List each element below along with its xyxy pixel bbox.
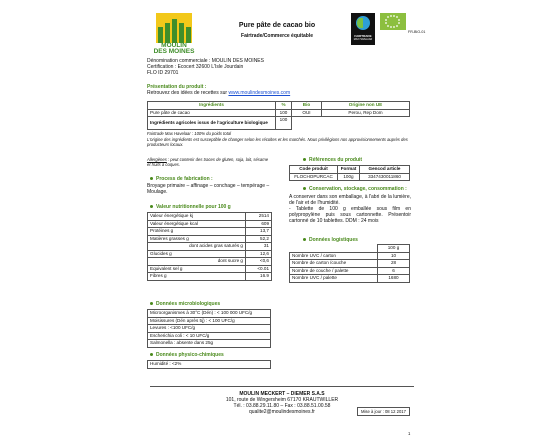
info-block (147, 58, 397, 76)
table-row (290, 267, 410, 275)
references-header-gencod: Gencod article (360, 166, 410, 174)
table-row (148, 332, 271, 340)
ingredient-name: Pure pâte de cacao (148, 109, 276, 117)
logistics-label: Nombre de carton /couche (290, 260, 378, 268)
ingredient-origin: Perou, Rep Dom (322, 109, 410, 117)
website-link[interactable]: www.moulindesmoines.com (228, 90, 291, 96)
product-gencod: 3347430011860 (360, 173, 410, 181)
conservation-text1: A conserver dans son emballage, à l'abri de la lumière, de l'air et de l'humidité. (289, 194, 411, 206)
table-row (290, 275, 410, 283)
fairtrade-leaf-icon (357, 18, 363, 28)
nutrition-label: dont acides gras saturés g (148, 243, 246, 251)
logistics-table (289, 244, 410, 283)
table-row (148, 265, 272, 273)
nutrition-value: <0.01 (246, 265, 272, 273)
micro-cell: Escherichia coli : < 10 UFC/g (148, 332, 271, 340)
logo-bar (158, 27, 163, 43)
ingredient-bio: OUI (292, 109, 322, 117)
footer-address-block (217, 391, 347, 415)
nutrition-table-body (148, 213, 272, 281)
ingredients-header-pct: % (276, 102, 292, 110)
bullet-icon (150, 353, 153, 356)
references-header-format: Format (338, 166, 360, 174)
nutrition-title-label: Valeur nutritionnelle pour 100 g (156, 204, 231, 210)
product-format: 100g (338, 173, 360, 181)
footer-phone: Tél. : 03.88.29.11.80 – Fax : 03.88.51.00.58 (233, 403, 331, 409)
ingredients-header-origin: Origine non UE (322, 102, 410, 110)
table-row (148, 213, 272, 221)
ingredient-origin (322, 117, 410, 130)
allergens-title: Allergènes (147, 157, 167, 162)
logistics-header-row (290, 245, 410, 253)
logistics-unit: 100 g (378, 245, 410, 253)
logistics-label: Nombre de couche / palette (290, 267, 378, 275)
table-row (148, 340, 271, 348)
physico-table-body (148, 361, 271, 369)
table-row (148, 361, 271, 369)
nutrition-value: 16.9 (246, 273, 272, 281)
nutrition-label: Matières grasses g (148, 235, 246, 243)
nutrition-label: Protéines g (148, 228, 246, 236)
ingredients-header-name: Ingrédients (148, 102, 276, 110)
nutrition-value: 31 (246, 243, 272, 251)
table-row (148, 273, 272, 281)
ingredients-header-bio: Bio (292, 102, 322, 110)
presentation-text (147, 90, 290, 96)
logistics-header-empty (290, 245, 378, 253)
table-row (148, 243, 272, 251)
nutrition-value: 609 (246, 220, 272, 228)
nutrition-label: Glucides g (148, 250, 246, 258)
table-row (148, 109, 410, 117)
logistics-label: Nombre UVC / carton (290, 252, 378, 260)
nutrition-label: Fibres g (148, 273, 246, 281)
physico-title (150, 352, 224, 358)
ingredient-pct: 100 (276, 117, 292, 130)
eu-leaf-icon (380, 13, 406, 30)
micro-cell: Moisissures (Dén après 5j) : < 100 UFC/g (148, 317, 271, 325)
bullet-icon (150, 177, 153, 180)
product-title: Pure pâte de cacao bio (238, 22, 316, 29)
process-title-label: Process de fabrication : (156, 176, 213, 182)
allergens-note (147, 157, 271, 167)
origin-note: L'origine des ingrédients est susceptible de changer selon les récoltes et les marchés. Nous privilégions nos approvisionnements auprès des producteurs locaux. (147, 137, 408, 147)
footer-company: MOULIN MECKERT – DIEMER S.A.S (239, 391, 325, 397)
physico-cell: Humidité : <2% (148, 361, 271, 369)
logistics-value: 1680 (378, 275, 410, 283)
nutrition-value: 2514 (246, 213, 272, 221)
ingredients-table (147, 101, 410, 130)
logistics-table-body (290, 252, 410, 282)
process-text: Broyage primaire – affinage – conchage – tempérage – Moulage. (147, 183, 270, 195)
references-header-row (290, 166, 410, 174)
logistics-value: 28 (378, 260, 410, 268)
bullet-icon (303, 238, 306, 241)
moulin-des-moines-logo (148, 13, 200, 55)
micro-title-label: Données microbiologiques (156, 301, 221, 307)
table-row (148, 258, 272, 266)
product-code: FLOCHOPURCAC (290, 173, 338, 181)
product-subtitle: Fairtrade/Commerce équitable (241, 33, 313, 39)
table-row (148, 220, 272, 228)
table-row (148, 228, 272, 236)
logistics-value: 6 (378, 267, 410, 275)
conservation-text2: - Tablette de 100 g emballée sous film en polypropylène puis sous cartonnette. Présentoir cartonné de 10 tablettes. DDM : 24 mois (289, 206, 411, 224)
conservation-title-label: Conservation, stockage, consommation : (309, 186, 407, 192)
footer-address: 101, route de Wingersheim 67170 KRAUTWILLER (225, 397, 339, 403)
logo-bar (165, 23, 170, 43)
logo-bar (186, 27, 191, 43)
logo-text-line2: DES MOINES (153, 48, 195, 55)
update-date-box: Mise à jour : 08 12 2017 (357, 407, 410, 416)
bullet-icon (150, 302, 153, 305)
nutrition-value: 52,2 (246, 235, 272, 243)
logo-bar (179, 23, 184, 43)
table-row (148, 235, 272, 243)
physico-title-label: Données physico-chimiques (156, 352, 224, 358)
allergens-text: : peut contenir des traces de gluten, soja, lait, sésame et fruits à coques. (147, 157, 269, 167)
references-header-code: Code produit (290, 166, 338, 174)
logistics-label: Nombre UVC / palette (290, 275, 378, 283)
micro-table-body (148, 310, 271, 348)
logistics-title-label: Données logistiques (309, 237, 358, 243)
process-title (150, 176, 213, 182)
nutrition-label: Valeur énergétique kj (148, 213, 246, 221)
table-row (148, 310, 271, 318)
references-table (289, 165, 410, 181)
logistics-title (303, 237, 358, 243)
logistics-value: 10 (378, 252, 410, 260)
denomination: Dénomination commerciale : MOULIN DES MOINES (147, 58, 264, 64)
table-row (148, 317, 271, 325)
ingredients-header-row (148, 102, 410, 110)
table-row (290, 173, 410, 181)
eu-organic-logo (380, 13, 406, 30)
physico-table (147, 360, 271, 369)
ingredient-pct: 100 (276, 109, 292, 117)
fairtrade-logo (351, 13, 375, 45)
fairtrade-note: Fairtrade Max Havelaar : 100% du poids total (147, 131, 232, 136)
micro-table (147, 309, 271, 348)
micro-title (150, 301, 220, 307)
page-number: 1 (408, 431, 411, 436)
micro-cell: Levures : <100 UFC/g (148, 325, 271, 333)
references-title-label: Références du produit (309, 157, 363, 163)
nutrition-label: Equivalent sel g (148, 265, 246, 273)
table-row (290, 252, 410, 260)
footer-divider (150, 386, 414, 387)
bullet-icon (303, 158, 306, 161)
table-row (148, 250, 272, 258)
logo-text-line1: MOULIN (161, 42, 187, 49)
table-row (148, 325, 271, 333)
references-title (303, 157, 362, 163)
nutrition-value: <0,6 (246, 258, 272, 266)
nutrition-label: dont sucre g (148, 258, 246, 266)
ingredient-bio (292, 117, 322, 130)
bio-code: FR-BIO-01 (408, 30, 426, 34)
presentation-text-label: Retrouvez des idées de recettes sur (147, 90, 229, 96)
fairtrade-label: FAIRTRADE (354, 34, 372, 38)
table-row (290, 260, 410, 268)
logo-text (148, 43, 200, 55)
table-row (148, 117, 410, 130)
fairtrade-sub-label: MAX HAVELAAR (353, 38, 373, 41)
micro-cell: Salmonella : absente dans 25g (148, 340, 271, 348)
nutrition-value: 13,7 (246, 228, 272, 236)
logo-bar (172, 19, 177, 43)
conservation-title (303, 186, 407, 192)
nutrition-table (147, 212, 272, 281)
presentation-title: Présentation du produit : (147, 84, 207, 90)
nutrition-value: 12,6 (246, 250, 272, 258)
micro-cell: Microorganismes à 30°C (Dén) : < 100 000 UFC/g (148, 310, 271, 318)
nutrition-title (150, 204, 231, 210)
bullet-icon (303, 187, 306, 190)
footer-email: qualite2@moulindesmoines.fr (249, 409, 315, 415)
bullet-icon (150, 205, 153, 208)
flo-id: FLO ID 29701 (147, 70, 179, 76)
nutrition-label: Valeur énergétique kcal (148, 220, 246, 228)
ingredient-name: Ingrédients agricoles issus de l'agriculture biologique (148, 117, 276, 130)
certification: Certification : Ecocert 32600 L'Isle Jourdain (147, 64, 244, 70)
